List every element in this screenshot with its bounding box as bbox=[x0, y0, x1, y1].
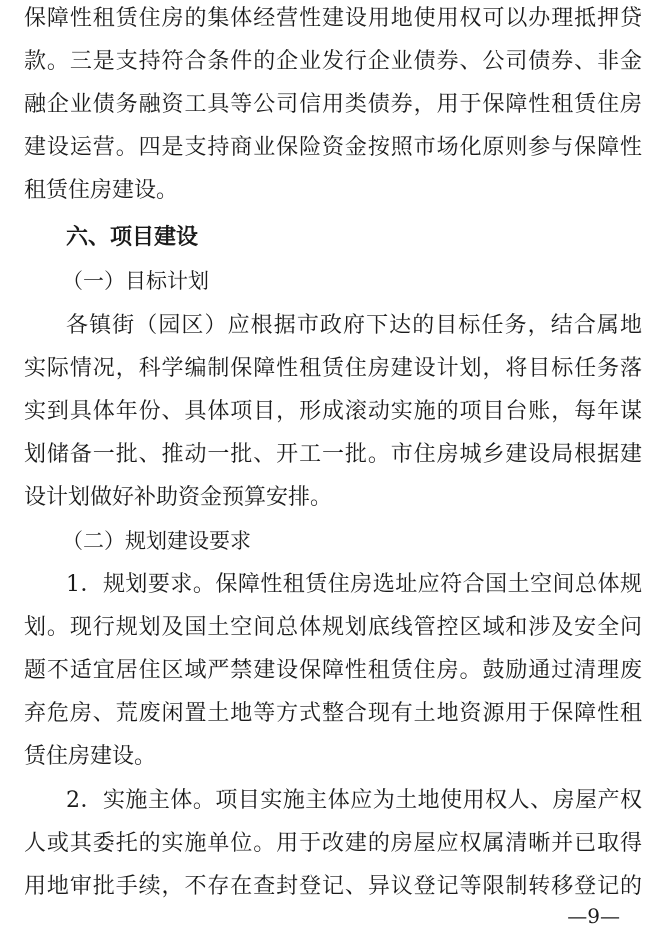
paragraph-line: 划储备一批、推动一批、开工一批。市住房城乡建设局根据建 bbox=[24, 442, 642, 467]
paragraph-line: 划。现行规划及国土空间总体规划底线管控区域和涉及安全问 bbox=[24, 615, 642, 640]
paragraph-line: 题不适宜居住区域严禁建设保障性租赁住房。鼓励通过清理废 bbox=[24, 658, 642, 683]
paragraph-line: 1．规划要求。保障性租赁住房选址应符合国土空间总体规 bbox=[66, 572, 642, 597]
paragraph-line: 租赁住房建设。 bbox=[24, 178, 179, 203]
paragraph-line: 设计划做好补助资金预算安排。 bbox=[24, 485, 333, 510]
paragraph-line: 融企业债务融资工具等公司信用类债券，用于保障性租赁住房 bbox=[24, 92, 642, 117]
paragraph-line: 款。三是支持符合条件的企业发行企业债券、公司债券、非金 bbox=[24, 49, 642, 74]
subsection-heading: （二）规划建设要求 bbox=[62, 529, 251, 553]
paragraph-line: 用地审批手续，不存在查封登记、异议登记等限制转移登记的 bbox=[24, 874, 642, 899]
paragraph-line: 实际情况，科学编制保障性租赁住房建设计划，将目标任务落 bbox=[24, 356, 642, 381]
page-number: —9— bbox=[567, 904, 620, 928]
paragraph-line: 各镇街（园区）应根据市政府下达的目标任务，结合属地 bbox=[66, 313, 642, 338]
paragraph-line: 保障性租赁住房的集体经营性建设用地使用权可以办理抵押贷 bbox=[24, 6, 642, 31]
paragraph-line: 人或其委托的实施单位。用于改建的房屋应权属清晰并已取得 bbox=[24, 831, 642, 856]
paragraph-line: 赁住房建设。 bbox=[24, 744, 157, 769]
paragraph-line: 实到具体年份、具体项目，形成滚动实施的项目台账，每年谋 bbox=[24, 399, 642, 424]
paragraph-line: 建设运营。四是支持商业保险资金按照市场化原则参与保障性 bbox=[24, 135, 642, 160]
subsection-heading: （一）目标计划 bbox=[62, 269, 209, 293]
section-heading: 六、项目建设 bbox=[66, 224, 199, 250]
paragraph-line: 弃危房、荒废闲置土地等方式整合现有土地资源用于保障性租 bbox=[24, 701, 642, 726]
paragraph-line: 2．实施主体。项目实施主体应为土地使用权人、房屋产权 bbox=[66, 788, 642, 813]
